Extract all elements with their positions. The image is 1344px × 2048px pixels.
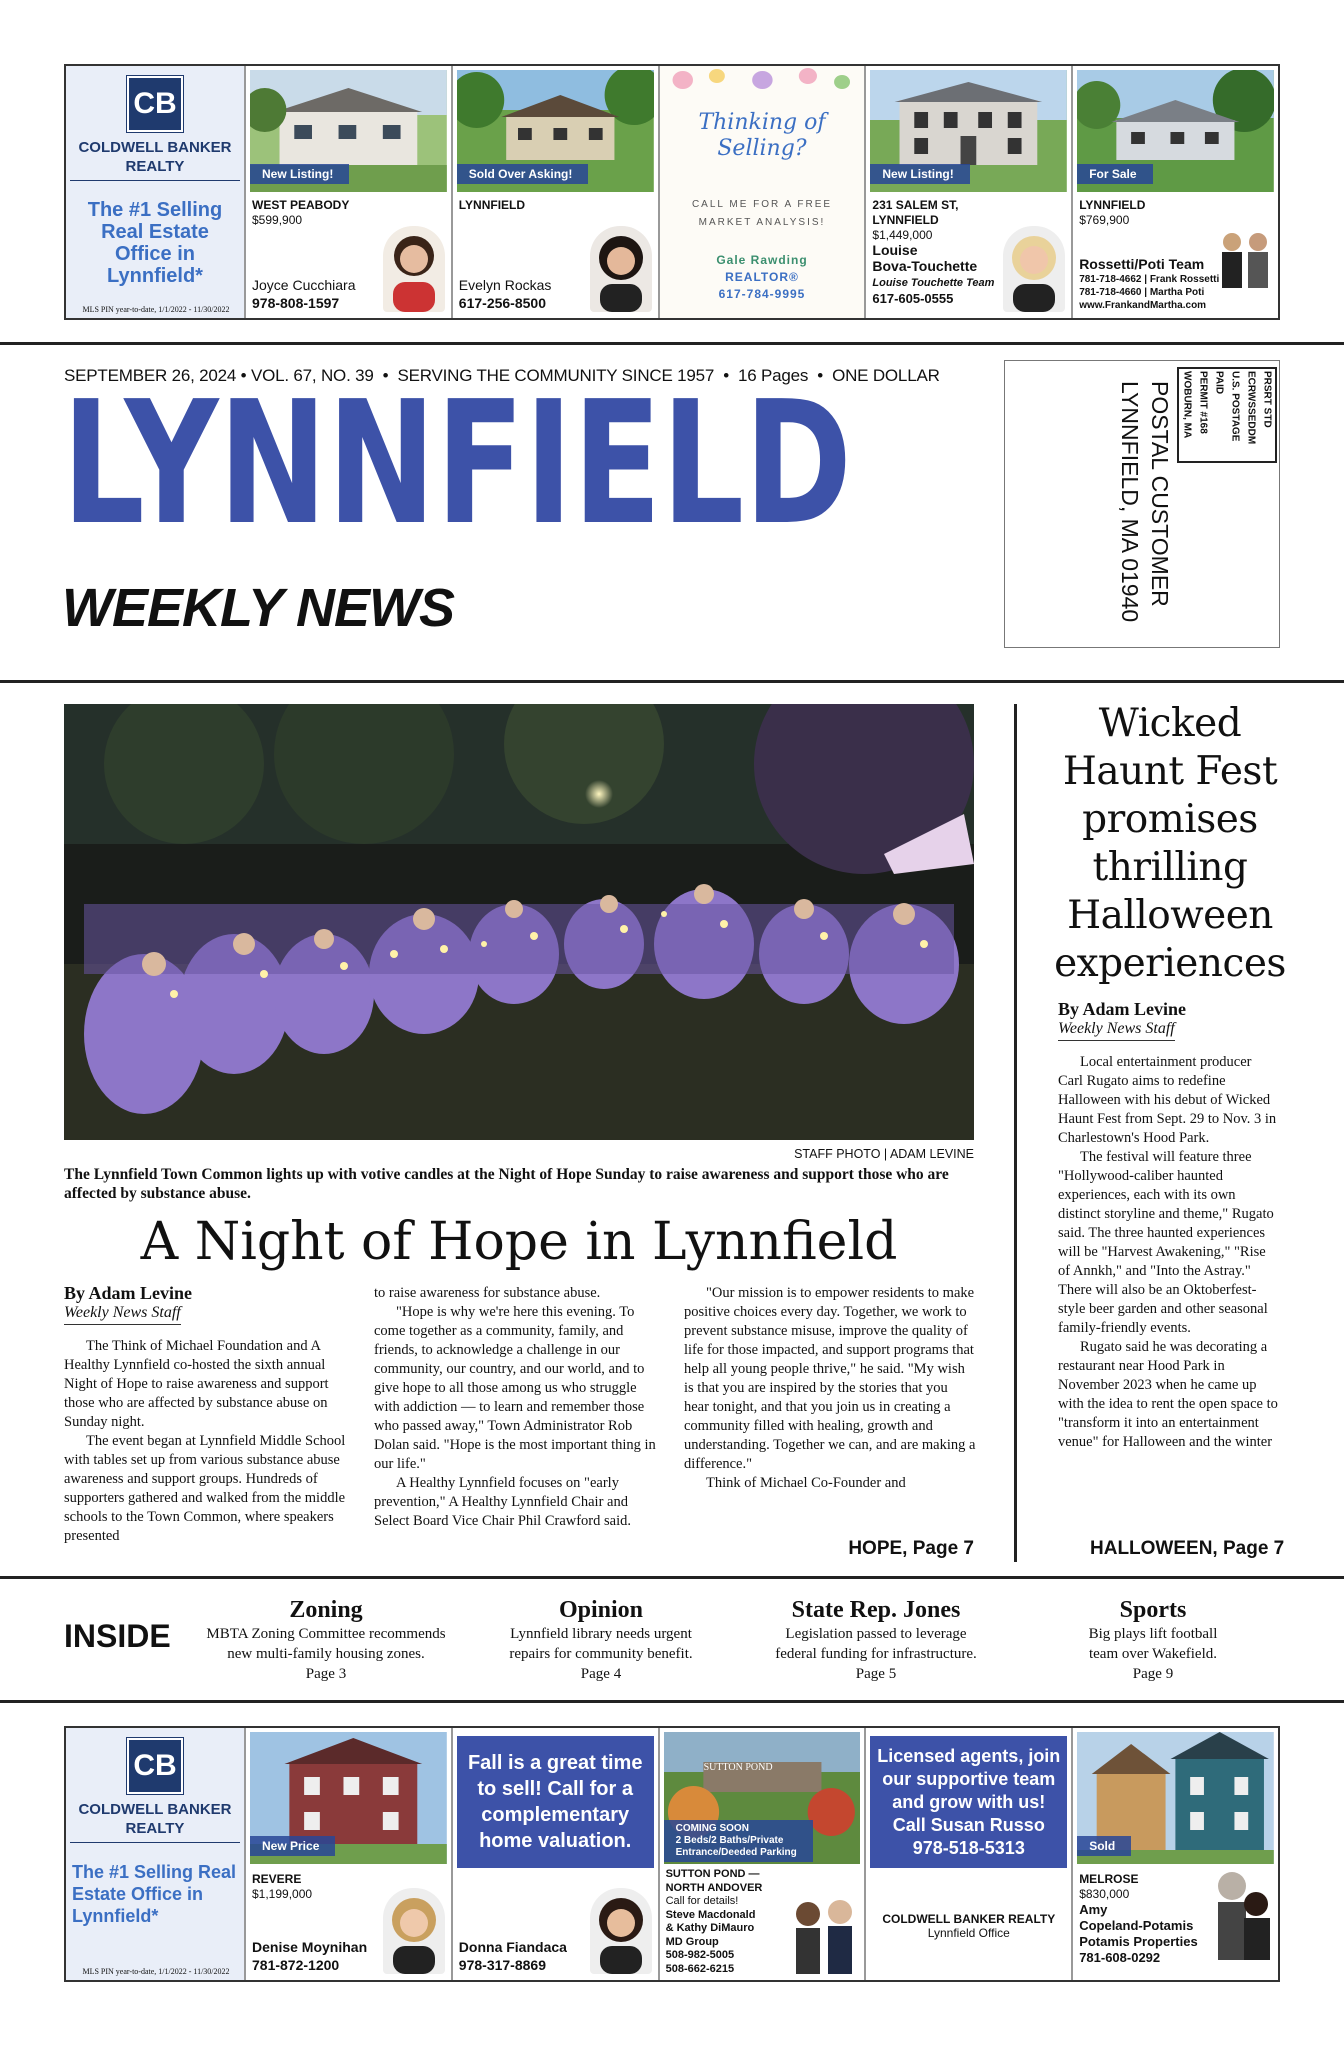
recruiting-ad[interactable]: Licensed agents, join our supportive team and grow with us! Call Susan Russo 978-518-5313 COLDWELL BANKER REALTY Lynnfield Office xyxy=(866,1728,1073,1980)
brand-tagline: The #1 Selling Real Estate Office in Lynnfield* xyxy=(72,1862,237,1926)
byline: By Adam Levine xyxy=(1058,999,1187,1019)
divider xyxy=(0,1576,1344,1579)
sutton-pond-ad[interactable]: SUTTON POND COMING SOON 2 Beds/2 Baths/Private Entrance/Deeded Parking SUTTON POND — NORTH ANDOVER Call for details! Steve Macdonald & Kathy DiMauro MD Group 508-982-5005 508-662-6215 xyxy=(660,1728,867,1980)
agent-portraits xyxy=(1216,228,1274,288)
main-headline: A Night of Hope in Lynnfield xyxy=(140,1212,898,1272)
promo-box: Fall is a great time to sell! Call for a complementary home valuation. xyxy=(457,1736,654,1868)
house-photo: New Listing! xyxy=(870,70,1067,192)
listing-card-lynnfield-sold[interactable]: Sold Over Asking! LYNNFIELD Evelyn Rockas 617-256-8500 xyxy=(453,66,660,318)
photo-caption: The Lynnfield Town Common lights up with votive candles at the Night of Hope Sunday to raise awareness and support those who are affected by substance abuse. xyxy=(64,1166,949,1202)
house-photo: For Sale xyxy=(1077,70,1274,192)
agent-portrait xyxy=(590,1888,652,1974)
night-of-hope-photo xyxy=(64,704,974,1140)
side-headline: Wicked Haunt Fest promises thrilling Halloween experiences xyxy=(1054,701,1286,986)
sutton-pond-photo: SUTTON POND COMING SOON 2 Beds/2 Baths/Private Entrance/Deeded Parking xyxy=(664,1732,861,1864)
cb-logo-icon: CB xyxy=(127,76,183,132)
house-photo: Sold xyxy=(1077,1732,1274,1864)
fine-print: MLS PIN year-to-date, 1/1/2022 - 11/30/2022 xyxy=(82,305,230,314)
jump-link-hope[interactable]: HOPE, Page 7 xyxy=(848,1538,974,1559)
house-photo: New Listing! xyxy=(250,70,447,192)
mailing-label xyxy=(1004,360,1280,648)
listing-card-revere[interactable]: New Price REVERE $1,199,000 Denise Moynihan 781-872-1200 xyxy=(246,1728,453,1980)
byline-staff: Weekly News Staff xyxy=(64,1303,181,1325)
divider xyxy=(0,1700,1344,1703)
inside-item-opinion[interactable]: Opinion Lynnfield library needs urgent repairs for community benefit. Page 4 xyxy=(509,1597,693,1682)
masthead-subtitle: WEEKLY NEWS xyxy=(62,578,455,638)
dateline: SEPTEMBER 26, 2024 • VOL. 67, NO. 39 • SERVING THE COMMUNITY SINCE 1957 • 16 Pages • ONE DOLLAR xyxy=(64,366,940,385)
thinking-of-selling-ad[interactable]: Thinking of Selling? CALL ME FOR A FREE MARKET ANALYSIS! Gale Rawding REALTOR® 617-784-9995 xyxy=(660,66,867,318)
divider xyxy=(0,680,1344,683)
home-valuation-ad[interactable]: Fall is a great time to sell! Call for a complementary home valuation. Donna Fiandaca 978-317-8869 xyxy=(453,1728,660,1980)
listing-card-melrose[interactable]: Sold MELROSE $830,000 Amy Copeland-Potamis Potamis Properties 781-608-0292 xyxy=(1073,1728,1278,1980)
agent-portraits xyxy=(788,1884,860,1974)
fine-print: MLS PIN year-to-date, 1/1/2022 - 11/30/2022 xyxy=(82,1967,230,1976)
inside-item-state-rep[interactable]: State Rep. Jones Legislation passed to leverage federal funding for infrastructure. Page 5 xyxy=(775,1597,977,1682)
byline: By Adam Levine xyxy=(64,1283,193,1303)
inside-item-sports[interactable]: Sports Big plays lift football team over Wakefield. Page 9 xyxy=(1088,1597,1218,1682)
cb-logo-icon: CB xyxy=(127,1738,183,1794)
agent-portrait xyxy=(1003,226,1065,312)
agent-portrait xyxy=(590,226,652,312)
main-story-column-2: to raise awareness for substance abuse. "Hope is why we're here this evening. To come together as a community, family, and friends, to acknowledge a challenge in our community, our country, and our world, and to give hope to all those among us who struggle with addiction — to learn and remember those who passed away," Town Administrator Rob Dolan said. "Hope is the most important thing in our life." A Healthy Lynnfield focuses on "early prevention," A Healthy Lynnfield Chair and Select Board Vice Chair Phil Crawford said. xyxy=(374,1285,656,1529)
postal-customer: POSTAL CUSTOMER LYNNFIELD, MA 01940 xyxy=(1117,381,1173,623)
brand-tagline: The #1 Selling Real Estate Office in Lynnfield* xyxy=(87,199,223,287)
coldwell-banker-brand: CB COLDWELL BANKER REALTY The #1 Selling Real Estate Office in Lynnfield* MLS PIN year-to-date, 1/1/2022 - 11/30/2022 xyxy=(66,66,246,318)
house-photo: Sold Over Asking! xyxy=(457,70,654,192)
inside-label: INSIDE xyxy=(64,1618,171,1654)
house-photo: New Price xyxy=(250,1732,447,1864)
side-story-column: By Adam Levine Weekly News Staff Local entertainment producer Carl Rugato aims to redefine Halloween with his debut of Wicked Haunt Fest from Sept. 29 to Nov. 3 in Charlestown's Hood Park. The festival will feature three "Hollywood-caliber haunted experiences, each with its own distinct storyline and theme," Rugato said. The three haunted experiences will be "Harvest Awakening," "Rise of Annkh," and "Into the Astray." There will also be an Oktoberfest-style beer garden and other seasonal family-friendly events. Rugato said he was decorating a restaurant near Hood Park in November 2023 when he came up with the idea to rent the open space to "transform it into an entertainment venue" for Halloween and the winter xyxy=(1058,1000,1280,1452)
masthead-text: LYNNFIELD xyxy=(62,398,852,526)
floral-decoration xyxy=(660,66,865,106)
jump-link-halloween[interactable]: HALLOWEEN, Page 7 xyxy=(1090,1538,1285,1559)
main-story-column-1: By Adam Levine Weekly News Staff The Think of Michael Foundation and A Healthy Lynnfield co-hosted the sixth annual Night of Hope to raise awareness and support those who are affected by substance abuse on Sunday night. The event began at Lynnfield Middle School with tables set up from various substance abuse awareness and support groups. Hundreds of supporters gathered and walked from the middle schools to the Town Common, where speakers presented xyxy=(64,1284,358,1546)
listing-card-west-peabody[interactable]: New Listing! WEST PEABODY $599,900 Joyce Cucchiara 978-808-1597 xyxy=(246,66,453,318)
promo-box: Licensed agents, join our supportive team and grow with us! Call Susan Russo 978-518-5313 xyxy=(870,1736,1067,1868)
top-ad-banner xyxy=(64,64,1280,320)
column-divider xyxy=(1014,704,1017,1562)
divider xyxy=(0,342,1344,345)
agent-portraits xyxy=(1210,1860,1274,1960)
coldwell-banker-brand: CB COLDWELL BANKER REALTY The #1 Selling Real Estate Office in Lynnfield* MLS PIN year-to-date, 1/1/2022 - 11/30/2022 xyxy=(66,1728,246,1980)
byline-staff: Weekly News Staff xyxy=(1058,1019,1175,1041)
agent-portrait xyxy=(383,1888,445,1974)
listing-card-lynnfield-for-sale[interactable]: For Sale LYNNFIELD $769,900 Rossetti/Poti Team 781-718-4662 | Frank Rossetti 781-718-4660 | Martha Poti www.FrankandMartha.com xyxy=(1073,66,1278,318)
listing-card-salem-st[interactable]: New Listing! 231 SALEM ST, LYNNFIELD $1,449,000 Louise Bova-Touchette Louise Touchette Team 617-605-0555 xyxy=(866,66,1073,318)
postage-indicia: PRSRT STD ECRWSSEDDM U.S. POSTAGE PAID PERMIT #168 WOBURN, MA xyxy=(1177,367,1277,463)
photo-credit: STAFF PHOTO | ADAM LEVINE xyxy=(794,1147,974,1161)
main-story-column-3: "Our mission is to empower residents to make positive choices every day. Together, we work to prevent substance misuse, improve the quality of life for those impacted, and support programs that help all young people thrive," he said. "My wish is that you are inspired by the stories that you hear tonight, and that you join us in creating a community filled with healing, growth and understanding. Together we can, and are making a difference." Think of Michael Co-Founder and xyxy=(684,1285,976,1491)
agent-portrait xyxy=(383,226,445,312)
inside-item-zoning[interactable]: Zoning MBTA Zoning Committee recommends new multi-family housing zones. Page 3 xyxy=(206,1597,446,1682)
bottom-ad-banner xyxy=(64,1726,1280,1982)
masthead-title xyxy=(62,398,862,526)
